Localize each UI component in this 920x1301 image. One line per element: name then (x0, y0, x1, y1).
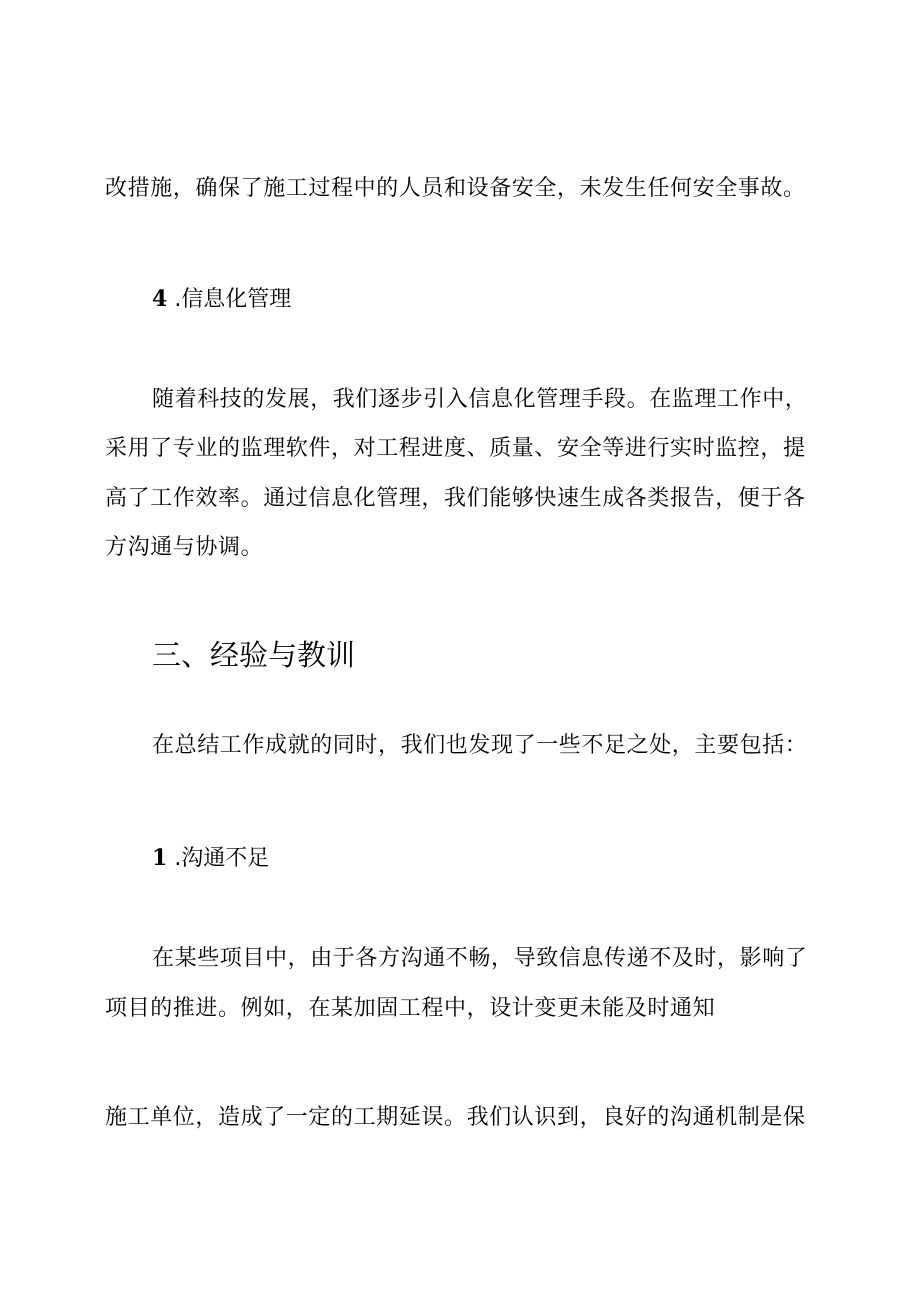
paragraph-line: 采用了专业的监理软件，对工程进度、质量、安全等进行实时监控，提 (105, 436, 806, 461)
subheading-text: .信息化管理 (174, 287, 292, 312)
paragraph-line: 改措施，确保了施工过程中的人员和设备安全，未发生任何安全事故。 (105, 176, 806, 201)
section-title: 三、经验与教训 (152, 638, 356, 672)
subheading-information-management (152, 284, 291, 315)
paragraph-line: 方沟通与协调。 (105, 535, 264, 560)
paragraph-line: 施工单位，造成了一定的工期延误。我们认识到，良好的沟通机制是保 (105, 1105, 806, 1130)
subheading-number: 4 (152, 286, 168, 312)
paragraph-line: 在某些项目中，由于各方沟通不畅，导致信息传递不及时，影响了 (152, 946, 808, 971)
paragraph-line: 随着科技的发展，我们逐步引入信息化管理手段。在监理工作中， (152, 387, 808, 412)
subheading-number: 1 (152, 845, 168, 871)
subheading-text: .沟通不足 (174, 846, 270, 871)
paragraph-line: 高了工作效率。通过信息化管理，我们能够快速生成各类报告，便于各 (105, 486, 806, 511)
paragraph-line: 项目的推进。例如，在某加固工程中，设计变更未能及时通知 (105, 996, 716, 1021)
subheading-insufficient-communication (152, 843, 269, 874)
paragraph-line: 在总结工作成就的同时，我们也发现了一些不足之处，主要包括： (152, 733, 808, 758)
